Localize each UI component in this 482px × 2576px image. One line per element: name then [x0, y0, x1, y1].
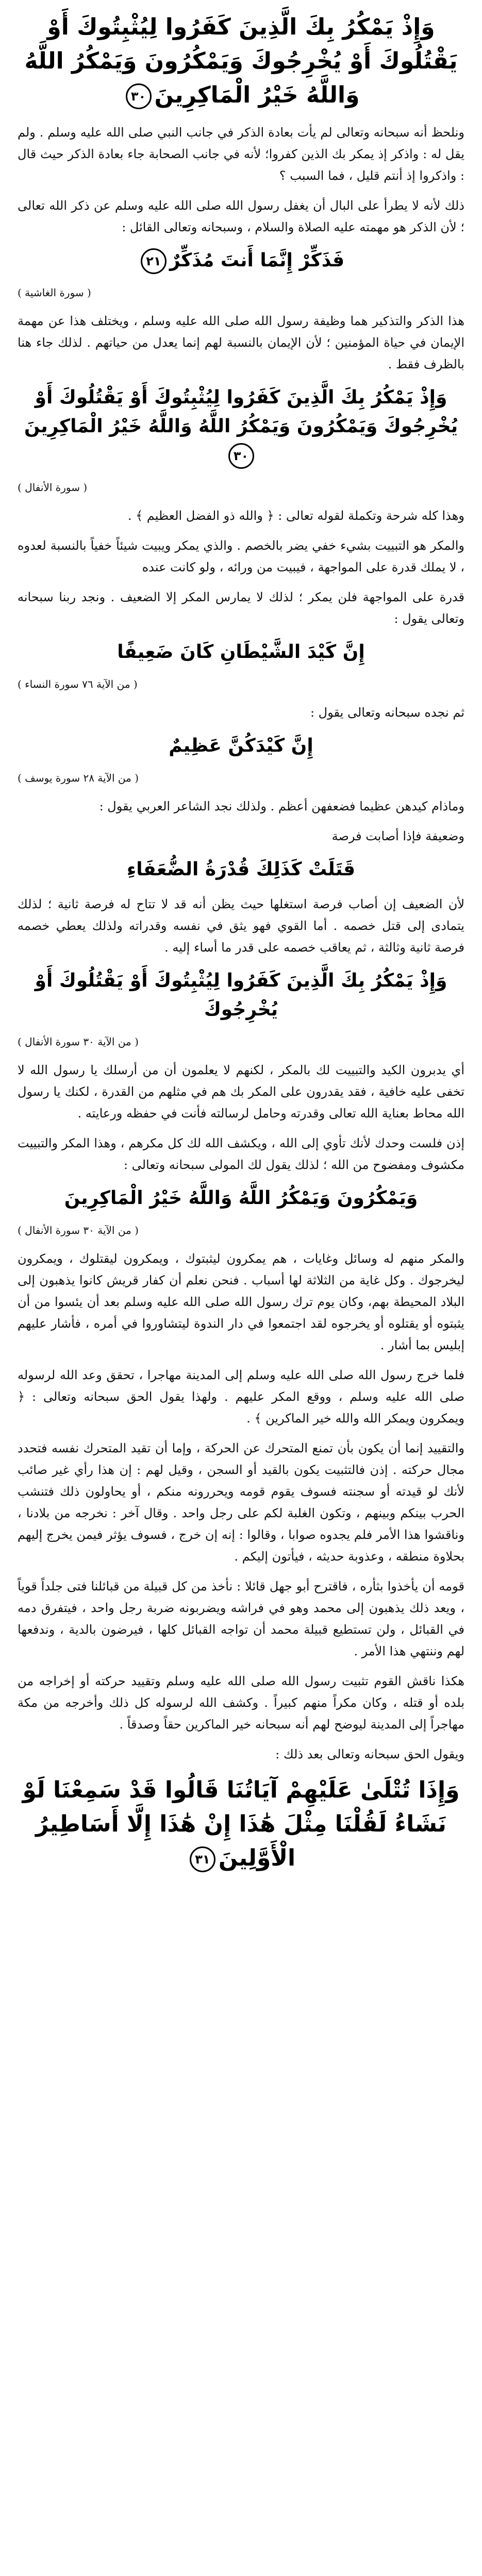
- verse-text: فَذَكِّرْ إِنَّمَا أَنتَ مُذَكِّرٌ: [169, 250, 345, 271]
- verse-reference: ( سورة الغاشية ): [18, 286, 91, 299]
- verse-reference: ( من الآية ٣٠ سورة الأنفال ): [18, 1036, 139, 1048]
- quran-verse: [18, 967, 464, 1024]
- quran-verse: [18, 10, 464, 112]
- paragraph: إذن فلست وحدك لأنك تأوي إلى الله ، ويكشف الله لك كل مكرهم ، وهذا المكر والتبييت مكشوف ومفضوح من الله ؛ لذلك يقول لك المولى سبحانه وتعالى :: [18, 1136, 464, 1172]
- paragraph: والمكر منهم له وسائل وغايات ، هم يمكرون ليثبتوك ، ويمكرون ليقتلوك ، ويمكرون ليخرجوك . وكل غاية من الثلاثة لها أسباب . فنحن نعلم أن كفار قريش كانوا يذهبون إلى البلاد المحيطة بهم، وكان يوم ترك رسول الله صلى الله عليه وسلم بعد أن يئسوا من أن يثبتوه أو يقتلوه أو يخرجوه لقد اجتمعوا في دار الندوة ليتشاوروا في أمره ، فأشار عليهم إبليس بما أشار .: [18, 1251, 464, 1352]
- paragraph: والمكر هو التبييت بشيء خفي يضر بالخصم . والذي يمكر ويبيت شيئاً خفياً بالنسبة لعدوه ، لا يملك قدرة على المواجهة ، فيبيت من ورائه ، ولو كانت عنده: [18, 538, 464, 574]
- verse-reference: ( من الآية ٢٨ سورة يوسف ): [18, 772, 139, 784]
- ayah-number: ٢١: [141, 248, 167, 274]
- ayah-number: ٣٠: [126, 83, 152, 109]
- paragraph: لأن الضعيف إن أصاب فرصة استغلها حيث يظن أنه قد لا تتاح له فرصة ثانية ؛ لذلك يتمادى إلى قتل خصمه . أما القوي فهو يثق في نفسه وقدراته ولذلك يعطي خصمه فرصة ثانية وثالثة ، ثم يعاقب خصمه على قدر ما أساء إليه .: [18, 897, 464, 955]
- verse-text: إِنَّ كَيْدَ الشَّيْطَانِ كَانَ ضَعِيفًا: [117, 641, 365, 663]
- quran-verse: [18, 855, 464, 884]
- verse-text: وَإِذْ يَمْكُرُ بِكَ الَّذِينَ كَفَرُوا لِيُثْبِتُوكَ أَوْ يَقْتُلُوكَ أَوْ يُخْرِجُوكَ وَيَمْكُرُونَ وَيَمْكُرُ اللَّهُ وَاللَّهُ خَيْرُ الْمَاكِرِينَ: [24, 14, 458, 108]
- paragraph: فلما خرج رسول الله صلى الله عليه وسلم إلى المدينة مهاجرا ، تحقق وعد الله لرسوله صلى الله عليه وسلم ، ووقع المكر عليهم . ولهذا يقول الحق سبحانه وتعالى : ﴿ ويمكرون ويمكر الله والله خير الماكرين ﴾ .: [18, 1368, 464, 1426]
- paragraph: هذا الذكر والتذكير هما وظيفة رسول الله صلى الله عليه وسلم ، ويختلف هذا عن مهمة الإيمان في حياة المؤمنين ؛ لأن الإيمان بالنسبة لهم إنما يعدل من حياتهم . لذلك جاء هنا بالظرف فقط .: [18, 314, 464, 371]
- verse-reference: ( سورة الأنفال ): [18, 481, 88, 494]
- paragraph: أي يدبرون الكيد والتبييت لك بالمكر ، لكنهم لا يعلمون أن من أرسلك يا رسول الله لا تخفى عليه خافية ، فقد يقدرون على المكر بك هم في مثلهم من القدرة ، لكنك يا رسول الله محاط بعناية الله تعالى وقدرته وحامل لرسالته فأنت في حفظه ورعايته .: [18, 1063, 464, 1121]
- quran-verse: [18, 383, 464, 470]
- verse-reference: ( من الآية ٧٦ سورة النساء ): [18, 678, 138, 690]
- quran-verse: [18, 246, 464, 275]
- quran-verse: [18, 732, 464, 760]
- paragraph: ويقول الحق سبحانه وتعالى بعد ذلك :: [275, 1747, 464, 1761]
- paragraph: ثم نجده سبحانه وتعالى يقول :: [310, 705, 464, 720]
- paragraph: وضعيفة فإذا أصابت فرصة: [331, 829, 464, 843]
- paragraph: قومه أن يأخذوا بثأره ، فاقترح أبو جهل قائلا : نأخذ من كل قبيلة من قبائلنا فتى جلداً قوياً ، ويعد ذلك يذهبون إلى محمد وهو في فراشه ويضربونه ضربة رجل واحد ، فيتفرق دمه في القبائل ، ولن تستطيع قبيلة محمد أن تواجه القبائل كلها ، فيرضون بالدية ، وندفعها لهم وننتهي هذا الأمر .: [18, 1579, 464, 1658]
- verse-text: قَتَلَتْ كَذَلِكَ قُدْرَةُ الضُّعَفَاءِ: [126, 859, 356, 880]
- verse-text: وَإِذْ يَمْكُرُ بِكَ الَّذِينَ كَفَرُوا لِيُثْبِتُوكَ أَوْ يَقْتُلُوكَ أَوْ يُخْرِجُوكَ: [35, 970, 447, 1020]
- paragraph: هكذا ناقش القوم تثبيت رسول الله صلى الله عليه وسلم وتقييد حركته أو إخراجه من بلده أو قتله ، وكان مكراً منهم كبيراً . وكشف الله لرسوله كل ذلك وأخرجه من مكة مهاجراً إلى المدينة ليوضح لهم أنه سبحانه خير الماكرين حقاً وصدقاً .: [18, 1674, 464, 1732]
- paragraph: والتقييد إنما أن يكون بأن تمنع المتحرك عن الحركة ، وإما أن تقيد المتحرك نفسه فتحدد مجال حركته . إذن فالتثبيت يكون بالقيد أو السجن ، وقيل لهم : إن هذا رأي غير صائب لأنك لو قيدته أو سجنته فسوف يقوم قومه ويحررونه منكم ، أو يحاولون ذلك فتنشب الحرب بينكم وبينهم ، وتكون الغلبة لكم على رجل واحد . وقال آخر : نخرجه من بلادنا ، وناقشوا هذا الأمر فلم يجدوه صوابا ، وقالوا : إنه إن خرج ، فسوف يؤثر فيمن يخرج إليهم بحلاوة منطقه ، وعذوبة حديثه ، فيأتون إليكم .: [18, 1441, 464, 1564]
- quran-verse: [18, 1184, 464, 1213]
- ayah-number: ٣٠: [228, 443, 254, 469]
- verse-text: وَيَمْكُرُونَ وَيَمْكُرُ اللَّهُ وَاللَّهُ خَيْرُ الْمَاكِرِينَ: [64, 1188, 418, 1209]
- paragraph: ونلحظ أنه سبحانه وتعالى لم يأت بعادة الذكر في جانب النبي صلى الله عليه وسلم . ولم يقل له : واذكر إذ يمكر بك الذين كفروا؛ لأنه في جانب الصحابة جاء بعادة الذكر حيث قال : واذكروا إذ أنتم قليل ، فما السبب ؟: [18, 125, 464, 183]
- quran-verse: [18, 638, 464, 667]
- ayah-number: ٣١: [190, 1846, 215, 1872]
- paragraph: وهذا كله شرحة وتكملة لقوله تعالى : ﴿ والله ذو الفضل العظيم ﴾ .: [127, 509, 464, 523]
- paragraph: وماذام كيدهن عظيما فضعفهن أعظم . ولذلك نجد الشاعر العربي يقول :: [99, 799, 464, 814]
- quran-verse: [18, 1773, 464, 1875]
- verse-reference: ( من الآية ٣٠ سورة الأنفال ): [18, 1224, 139, 1236]
- paragraph: قدرة على المواجهة فلن يمكر ؛ لذلك لا يمارس المكر إلا الضعيف . ونجد ربنا سبحانه وتعالى يقول :: [18, 590, 465, 626]
- paragraph: ذلك لأنه لا يطرأ على البال أن يغفل رسول الله صلى الله عليه وسلم عن ذكر الله تعالى ؛ لأن الذكر هو مهمته عليه الصلاة والسلام ، وسبحانه وتعالى القائل :: [18, 198, 464, 234]
- verse-text: إِنَّ كَيْدَكُنَّ عَظِيمٌ: [169, 735, 313, 756]
- verse-text: وَإِذَا تُتْلَىٰ عَلَيْهِمْ آيَاتُنَا قَالُوا قَدْ سَمِعْنَا لَوْ نَشَاءُ لَقُلْنَا مِثْلَ هَٰذَا إِنْ هَٰذَا إِلَّا أَسَاطِيرُ الْأَوَّلِينَ: [22, 1777, 460, 1871]
- verse-text: وَإِذْ يَمْكُرُ بِكَ الَّذِينَ كَفَرُوا لِيُثْبِتُوكَ أَوْ يَقْتُلُوكَ أَوْ يُخْرِجُوكَ وَيَمْكُرُونَ وَيَمْكُرُ اللَّهُ وَاللَّهُ خَيْرُ الْمَاكِرِينَ: [24, 387, 458, 437]
